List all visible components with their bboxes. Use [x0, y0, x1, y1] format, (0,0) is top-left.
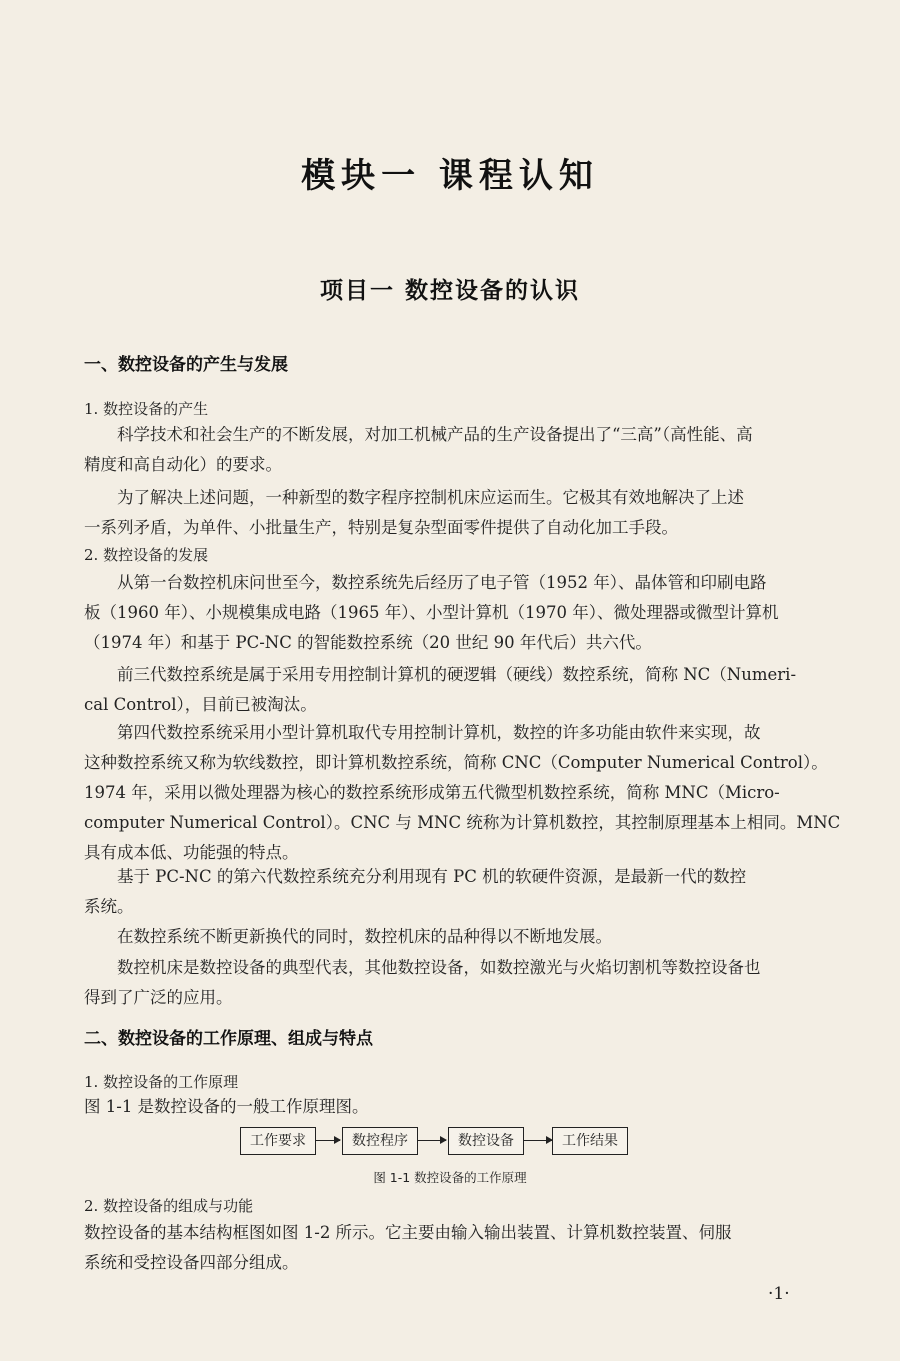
paragraph: [84, 420, 824, 480]
work-principle-diagram: [240, 1127, 660, 1157]
subsection-heading-1-2: 2. 数控设备的发展: [84, 546, 209, 564]
text-line: 科学技术和社会生产的不断发展，对加工机械产品的生产设备提出了“三高”（高性能、高: [117, 425, 753, 444]
text-line: 在数控系统不断更新换代的同时，数控机床的品种得以不断地发展。: [117, 927, 612, 946]
page-number: ·1·: [768, 1284, 790, 1304]
text-line: 为了解决上述问题，一种新型的数字程序控制机床应运而生。它极其有效地解决了上述: [117, 488, 744, 507]
arrow-icon: [418, 1140, 446, 1141]
paragraph: [84, 862, 824, 922]
section-heading-1: 一、数控设备的产生与发展: [84, 355, 288, 375]
text-line: 一系列矛盾，为单件、小批量生产，特别是复杂型面零件提供了自动化加工手段。: [84, 518, 678, 537]
paragraph: [84, 1218, 824, 1278]
flow-box-work-requirement: 工作要求: [240, 1127, 316, 1155]
text-line: cal Control），目前已被淘汰。: [84, 695, 317, 714]
subsection-heading-2-2: 2. 数控设备的组成与功能: [84, 1197, 254, 1215]
flow-box-nc-equipment: 数控设备: [448, 1127, 524, 1155]
text-line: 数控设备的基本结构框图如图 1-2 所示。它主要由输入输出装置、计算机数控装置、伺服: [84, 1223, 732, 1242]
text-line: 这种数控系统又称为软线数控，即计算机数控系统，简称 CNC（Computer Numerical Control）。: [84, 753, 828, 772]
paragraph: [84, 922, 824, 952]
text-line: 第四代数控系统采用小型计算机取代专用控制计算机，数控的许多功能由软件来实现，故: [117, 723, 761, 742]
subsection-heading-1-1: 1. 数控设备的产生: [84, 400, 209, 418]
text-line: 前三代数控系统是属于采用专用控制计算机的硬逻辑（硬线）数控系统，简称 NC（Numeri-: [117, 665, 797, 684]
text-line: 系统和受控设备四部分组成。: [84, 1253, 299, 1272]
arrow-icon: [316, 1140, 340, 1141]
paragraph: [84, 568, 824, 658]
project-title: 项目一 数控设备的认识: [319, 277, 580, 304]
text-line: 具有成本低、功能强的特点。: [84, 843, 299, 862]
paragraph: [84, 953, 824, 1013]
paragraph: [84, 483, 824, 543]
text-line: 数控机床是数控设备的典型代表，其他数控设备，如数控激光与火焰切割机等数控设备也: [117, 958, 761, 977]
text-line: （1974 年）和基于 PC-NC 的智能数控系统（20 世纪 90 年代后）共六代。: [84, 633, 652, 652]
text-line: 得到了广泛的应用。: [84, 988, 233, 1007]
paragraph: [84, 1092, 824, 1122]
text-line: 1974 年，采用以微处理器为核心的数控系统形成第五代微型机数控系统，简称 MNC（Micro-: [84, 783, 780, 802]
paragraph: [84, 718, 841, 868]
text-line: 基于 PC-NC 的第六代数控系统充分利用现有 PC 机的软硬件资源，是最新一代的数控: [117, 867, 747, 886]
text-line: 图 1-1 是数控设备的一般工作原理图。: [84, 1097, 369, 1116]
figure-caption: 图 1-1 数控设备的工作原理: [373, 1170, 527, 1185]
paragraph: [84, 660, 824, 720]
subsection-heading-2-1: 1. 数控设备的工作原理: [84, 1073, 239, 1091]
module-title: 模块一 课程认知: [301, 156, 599, 196]
arrow-icon: [524, 1140, 552, 1141]
text-line: 精度和高自动化）的要求。: [84, 455, 282, 474]
text-line: 从第一台数控机床问世至今，数控系统先后经历了电子管（1952 年）、晶体管和印刷电路: [117, 573, 767, 592]
text-line: 板（1960 年）、小规模集成电路（1965 年）、小型计算机（1970 年）、微处理器或微型计算机: [84, 603, 779, 622]
text-line: 系统。: [84, 897, 134, 916]
text-line: computer Numerical Control）。CNC 与 MNC 统称为计算机数控，其控制原理基本上相同。MNC: [84, 813, 841, 832]
flow-box-nc-program: 数控程序: [342, 1127, 418, 1155]
section-heading-2: 二、数控设备的工作原理、组成与特点: [84, 1029, 373, 1049]
flow-box-work-result: 工作结果: [552, 1127, 628, 1155]
